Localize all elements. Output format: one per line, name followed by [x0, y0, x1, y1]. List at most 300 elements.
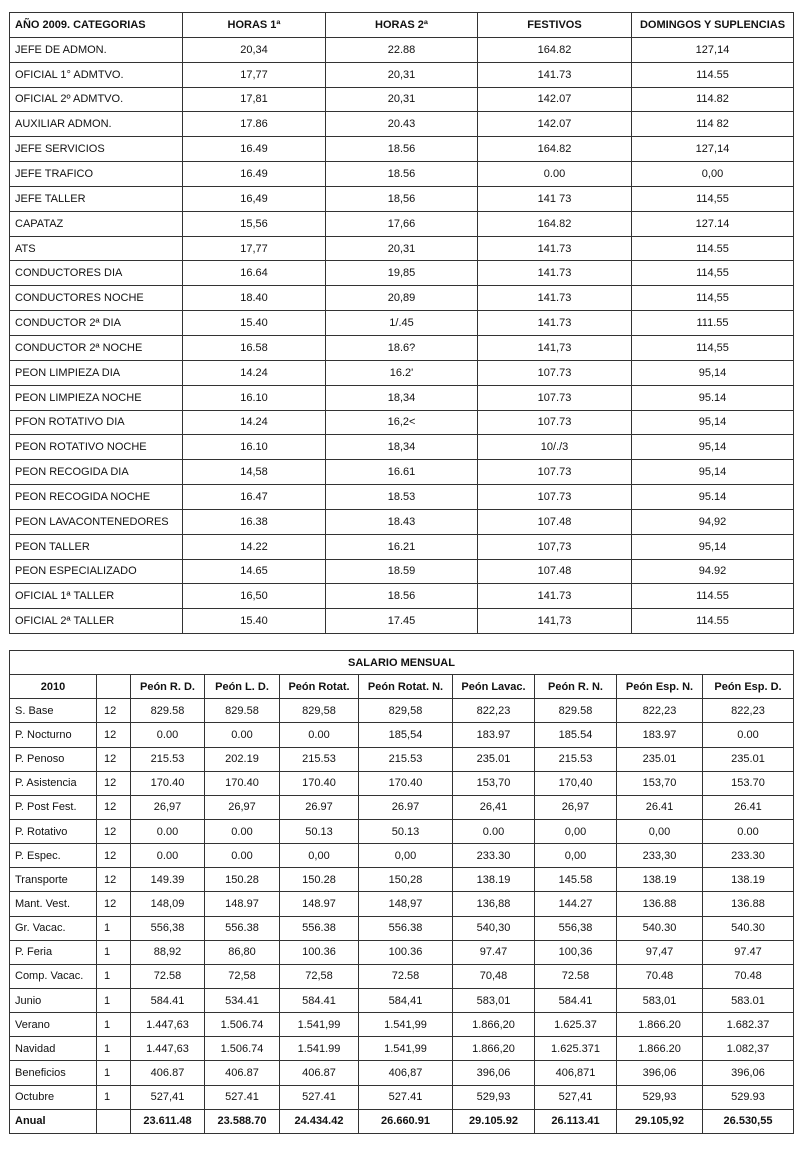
amount-cell: 170.40 — [131, 771, 205, 795]
rate-cell: 16.49 — [183, 137, 326, 162]
amount-cell: 170,40 — [535, 771, 617, 795]
amount-cell: 396,06 — [453, 1061, 535, 1085]
annual-total-row — [10, 1109, 794, 1133]
annual-total-cell: 29.105,92 — [617, 1109, 703, 1133]
category-cell: CONDUCTOR 2ª DIA — [10, 311, 183, 336]
amount-cell: 138.19 — [617, 868, 703, 892]
rate-cell: 114.55 — [632, 236, 794, 261]
amount-cell: 529.93 — [703, 1085, 794, 1109]
rate-cell: 16.64 — [183, 261, 326, 286]
amount-cell: 0,00 — [359, 844, 453, 868]
rate-cell: 164.82 — [478, 211, 632, 236]
rate-cell: 16,2< — [326, 410, 478, 435]
amount-cell: 534.41 — [205, 988, 280, 1012]
payments-cell: 12 — [97, 699, 131, 723]
amount-cell: 0,00 — [535, 844, 617, 868]
rate-cell: 127,14 — [632, 137, 794, 162]
rate-cell: 0.00 — [478, 162, 632, 187]
concept-cell: P. Penoso — [10, 747, 97, 771]
amount-cell: 72.58 — [359, 964, 453, 988]
amount-cell: 150.28 — [205, 868, 280, 892]
annual-total-cell: 26.530,55 — [703, 1109, 794, 1133]
rate-cell: 18,34 — [326, 385, 478, 410]
amount-cell: 527,41 — [535, 1085, 617, 1109]
amount-cell: 150,28 — [359, 868, 453, 892]
amount-cell: 527.41 — [280, 1085, 359, 1109]
amount-cell: 527,41 — [131, 1085, 205, 1109]
hourly-row — [10, 385, 794, 410]
hourly-header-cell: HORAS 2ª — [326, 13, 478, 38]
amount-cell: 215.53 — [359, 747, 453, 771]
payments-cell: 1 — [97, 1013, 131, 1037]
concept-cell: Verano — [10, 1013, 97, 1037]
amount-cell: 50.13 — [359, 819, 453, 843]
rate-cell: 16,49 — [183, 186, 326, 211]
hourly-row — [10, 559, 794, 584]
monthly-salary-table — [9, 650, 794, 1134]
salary-header-cell: Peón Esp. D. — [703, 675, 794, 699]
amount-cell: 88,92 — [131, 940, 205, 964]
category-cell: PEON LIMPIEZA DIA — [10, 360, 183, 385]
salary-header-cell: Peón L. D. — [205, 675, 280, 699]
amount-cell: 1.447,63 — [131, 1037, 205, 1061]
amount-cell: 183.97 — [617, 723, 703, 747]
amount-cell: 97.47 — [453, 940, 535, 964]
rate-cell: 114.82 — [632, 87, 794, 112]
rate-cell: 141.73 — [478, 286, 632, 311]
rate-cell: 16.47 — [183, 485, 326, 510]
amount-cell: 829.58 — [535, 699, 617, 723]
payments-cell: 1 — [97, 964, 131, 988]
salary-row — [10, 747, 794, 771]
amount-cell: 26.97 — [280, 795, 359, 819]
rate-cell: 114,55 — [632, 261, 794, 286]
amount-cell: 1.506.74 — [205, 1037, 280, 1061]
salary-row — [10, 988, 794, 1012]
amount-cell: 1.541,99 — [280, 1013, 359, 1037]
annual-total-cell: 23.611.48 — [131, 1109, 205, 1133]
amount-cell: 1.682.37 — [703, 1013, 794, 1037]
annual-total-cell: 24.434.42 — [280, 1109, 359, 1133]
concept-cell: P. Rotativo — [10, 819, 97, 843]
amount-cell: 1.866,20 — [453, 1037, 535, 1061]
category-cell: JEFE SERVICIOS — [10, 137, 183, 162]
rate-cell: 16.58 — [183, 335, 326, 360]
amount-cell: 583,01 — [453, 988, 535, 1012]
rate-cell: 15.40 — [183, 311, 326, 336]
payments-cell: 12 — [97, 868, 131, 892]
salary-header-cell: Peón Rotat. N. — [359, 675, 453, 699]
hourly-row — [10, 485, 794, 510]
amount-cell: 70,48 — [453, 964, 535, 988]
hourly-row — [10, 509, 794, 534]
amount-cell: 829.58 — [131, 699, 205, 723]
amount-cell: 138.19 — [703, 868, 794, 892]
concept-cell: Beneficios — [10, 1061, 97, 1085]
concept-cell: Gr. Vacac. — [10, 916, 97, 940]
amount-cell: 148.97 — [205, 892, 280, 916]
payments-cell: 1 — [97, 1061, 131, 1085]
rate-cell: 141.73 — [478, 584, 632, 609]
salary-header-cell: Peón Lavac. — [453, 675, 535, 699]
rate-cell: 20,31 — [326, 87, 478, 112]
amount-cell: 148.97 — [280, 892, 359, 916]
rate-cell: 141,73 — [478, 609, 632, 634]
hourly-header-row — [10, 13, 794, 38]
salary-title: SALARIO MENSUAL — [10, 651, 794, 675]
amount-cell: 1.866.20 — [617, 1013, 703, 1037]
hourly-row — [10, 609, 794, 634]
rate-cell: 18.56 — [326, 162, 478, 187]
amount-cell: 406.87 — [131, 1061, 205, 1085]
amount-cell: 540.30 — [703, 916, 794, 940]
amount-cell: 72,58 — [280, 964, 359, 988]
amount-cell: 136.88 — [703, 892, 794, 916]
amount-cell: 1.866.20 — [617, 1037, 703, 1061]
rate-cell: 18.43 — [326, 509, 478, 534]
salary-row — [10, 940, 794, 964]
amount-cell: 26.97 — [359, 795, 453, 819]
amount-cell: 148,09 — [131, 892, 205, 916]
rate-cell: 16.2' — [326, 360, 478, 385]
amount-cell: 70.48 — [617, 964, 703, 988]
rate-cell: 16.10 — [183, 435, 326, 460]
rate-cell: 17.86 — [183, 112, 326, 137]
rate-cell: 17,77 — [183, 62, 326, 87]
hourly-row — [10, 584, 794, 609]
amount-cell: 100.36 — [280, 940, 359, 964]
rate-cell: 14.24 — [183, 410, 326, 435]
salary-row — [10, 723, 794, 747]
amount-cell: 148,97 — [359, 892, 453, 916]
amount-cell: 829,58 — [359, 699, 453, 723]
rate-cell: 164.82 — [478, 137, 632, 162]
amount-cell: 233.30 — [453, 844, 535, 868]
amount-cell: 556.38 — [280, 916, 359, 940]
rate-cell: 17.45 — [326, 609, 478, 634]
amount-cell: 406,87 — [359, 1061, 453, 1085]
concept-cell: P. Feria — [10, 940, 97, 964]
salary-row — [10, 1061, 794, 1085]
hourly-row — [10, 261, 794, 286]
amount-cell: 72.58 — [535, 964, 617, 988]
rate-cell: 114,55 — [632, 286, 794, 311]
category-cell: CAPATAZ — [10, 211, 183, 236]
amount-cell: 556.38 — [359, 916, 453, 940]
amount-cell: 185.54 — [535, 723, 617, 747]
rate-cell: 95.14 — [632, 385, 794, 410]
amount-cell: 50.13 — [280, 819, 359, 843]
amount-cell: 0,00 — [617, 819, 703, 843]
payments-cell: 1 — [97, 1085, 131, 1109]
salary-header-cell: Peón R. D. — [131, 675, 205, 699]
hourly-header-cell: FESTIVOS — [478, 13, 632, 38]
amount-cell: 26.41 — [703, 795, 794, 819]
amount-cell: 829,58 — [280, 699, 359, 723]
amount-cell: 406.87 — [205, 1061, 280, 1085]
amount-cell: 0,00 — [280, 844, 359, 868]
payments-cell: 1 — [97, 1037, 131, 1061]
category-cell: PEON LIMPIEZA NOCHE — [10, 385, 183, 410]
amount-cell: 406,871 — [535, 1061, 617, 1085]
payments-cell: 1 — [97, 988, 131, 1012]
amount-cell: 556,38 — [535, 916, 617, 940]
rate-cell: 18,34 — [326, 435, 478, 460]
amount-cell: 1.625.37 — [535, 1013, 617, 1037]
rate-cell: 141.73 — [478, 62, 632, 87]
amount-cell: 584.41 — [131, 988, 205, 1012]
amount-cell: 235.01 — [617, 747, 703, 771]
amount-cell: 153,70 — [617, 771, 703, 795]
amount-cell: 396,06 — [703, 1061, 794, 1085]
concept-cell: P. Nocturno — [10, 723, 97, 747]
rate-cell: 15,56 — [183, 211, 326, 236]
amount-cell: 584.41 — [535, 988, 617, 1012]
salary-row — [10, 1085, 794, 1109]
amount-cell: 153.70 — [703, 771, 794, 795]
concept-cell: P. Asistencia — [10, 771, 97, 795]
rate-cell: 127.14 — [632, 211, 794, 236]
amount-cell: 1.506.74 — [205, 1013, 280, 1037]
hourly-header-cell: AÑO 2009. CATEGORIAS — [10, 13, 183, 38]
concept-cell: Octubre — [10, 1085, 97, 1109]
amount-cell: 556.38 — [205, 916, 280, 940]
rate-cell: 20.43 — [326, 112, 478, 137]
amount-cell: 0.00 — [703, 819, 794, 843]
amount-cell: 215.53 — [280, 747, 359, 771]
amount-cell: 396,06 — [617, 1061, 703, 1085]
amount-cell: 822,23 — [453, 699, 535, 723]
salary-header-cell: Peón R. N. — [535, 675, 617, 699]
salary-row — [10, 844, 794, 868]
category-cell: JEFE DE ADMON. — [10, 37, 183, 62]
category-cell: CONDUCTORES DIA — [10, 261, 183, 286]
hourly-row — [10, 410, 794, 435]
hourly-row — [10, 286, 794, 311]
concept-cell: S. Base — [10, 699, 97, 723]
amount-cell: 144.27 — [535, 892, 617, 916]
rate-cell: 0,00 — [632, 162, 794, 187]
rate-cell: 17,81 — [183, 87, 326, 112]
rate-cell: 114,55 — [632, 186, 794, 211]
amount-cell: 138.19 — [453, 868, 535, 892]
amount-cell: 540,30 — [453, 916, 535, 940]
payments-cell: 12 — [97, 892, 131, 916]
category-cell: JEFE TRAFICO — [10, 162, 183, 187]
amount-cell: 235.01 — [703, 747, 794, 771]
amount-cell: 0.00 — [280, 723, 359, 747]
amount-cell: 1.625.371 — [535, 1037, 617, 1061]
category-cell: ATS — [10, 236, 183, 261]
amount-cell: 1.866,20 — [453, 1013, 535, 1037]
rate-cell: 20,31 — [326, 62, 478, 87]
rate-cell: 14.65 — [183, 559, 326, 584]
amount-cell: 406.87 — [280, 1061, 359, 1085]
category-cell: CONDUCTORES NOCHE — [10, 286, 183, 311]
amount-cell: 0.00 — [205, 844, 280, 868]
salary-row — [10, 868, 794, 892]
rate-cell: 114 82 — [632, 112, 794, 137]
concept-cell: P. Espec. — [10, 844, 97, 868]
category-cell: OFICIAL 2º ADMTVO. — [10, 87, 183, 112]
rate-cell: 17,66 — [326, 211, 478, 236]
rate-cell: 14,58 — [183, 460, 326, 485]
rate-cell: 107.48 — [478, 559, 632, 584]
amount-cell: 0.00 — [453, 819, 535, 843]
hourly-row — [10, 236, 794, 261]
rate-cell: 114.55 — [632, 62, 794, 87]
amount-cell: 170.40 — [280, 771, 359, 795]
amount-cell: 233,30 — [617, 844, 703, 868]
amount-cell: 136.88 — [617, 892, 703, 916]
rate-cell: 114.55 — [632, 584, 794, 609]
rate-cell: 114.55 — [632, 609, 794, 634]
rate-cell: 107.73 — [478, 460, 632, 485]
amount-cell: 0.00 — [131, 844, 205, 868]
amount-cell: 529,93 — [453, 1085, 535, 1109]
rate-cell: 14.22 — [183, 534, 326, 559]
payments-cell: 12 — [97, 844, 131, 868]
rate-cell: 22.88 — [326, 37, 478, 62]
rate-cell: 16.10 — [183, 385, 326, 410]
payments-cell: 1 — [97, 940, 131, 964]
rate-cell: 95,14 — [632, 534, 794, 559]
rate-cell: 20,31 — [326, 236, 478, 261]
hourly-rates-body — [10, 13, 794, 634]
hourly-row — [10, 360, 794, 385]
salary-row — [10, 1037, 794, 1061]
amount-cell: 527.41 — [205, 1085, 280, 1109]
rate-cell: 107.73 — [478, 410, 632, 435]
rate-cell: 15.40 — [183, 609, 326, 634]
category-cell: PFON ROTATIVO DIA — [10, 410, 183, 435]
amount-cell: 202.19 — [205, 747, 280, 771]
salary-row — [10, 699, 794, 723]
amount-cell: 829.58 — [205, 699, 280, 723]
salary-row — [10, 1013, 794, 1037]
amount-cell: 215.53 — [131, 747, 205, 771]
payments-cell: 12 — [97, 771, 131, 795]
amount-cell: 0.00 — [703, 723, 794, 747]
annual-total-cell: 26.113.41 — [535, 1109, 617, 1133]
amount-cell: 584.41 — [280, 988, 359, 1012]
rate-cell: 14.24 — [183, 360, 326, 385]
amount-cell: 556,38 — [131, 916, 205, 940]
rate-cell: 107.73 — [478, 485, 632, 510]
amount-cell: 100.36 — [359, 940, 453, 964]
rate-cell: 19,85 — [326, 261, 478, 286]
rate-cell: 141 73 — [478, 186, 632, 211]
hourly-header-cell: DOMINGOS Y SUPLENCIAS — [632, 13, 794, 38]
category-cell: PEON TALLER — [10, 534, 183, 559]
amount-cell: 70.48 — [703, 964, 794, 988]
salary-title-row — [10, 651, 794, 675]
concept-cell: P. Post Fest. — [10, 795, 97, 819]
category-cell: OFICIAL 1ª TALLER — [10, 584, 183, 609]
amount-cell: 150.28 — [280, 868, 359, 892]
annual-total-cell: 26.660.91 — [359, 1109, 453, 1133]
amount-cell: 170.40 — [205, 771, 280, 795]
hourly-row — [10, 62, 794, 87]
hourly-row — [10, 137, 794, 162]
amount-cell: 145.58 — [535, 868, 617, 892]
rate-cell: 18.40 — [183, 286, 326, 311]
amount-cell: 583.01 — [703, 988, 794, 1012]
amount-cell: 1.541.99 — [280, 1037, 359, 1061]
payments-cell: 1 — [97, 916, 131, 940]
amount-cell: 584,41 — [359, 988, 453, 1012]
amount-cell: 0.00 — [131, 723, 205, 747]
rate-cell: 107.73 — [478, 385, 632, 410]
rate-cell: 18.56 — [326, 584, 478, 609]
amount-cell: 136,88 — [453, 892, 535, 916]
rate-cell: 18,56 — [326, 186, 478, 211]
rate-cell: 164.82 — [478, 37, 632, 62]
rate-cell: 95,14 — [632, 460, 794, 485]
amount-cell: 527.41 — [359, 1085, 453, 1109]
hourly-row — [10, 211, 794, 236]
salary-header-cell: Peón Esp. N. — [617, 675, 703, 699]
amount-cell: 822,23 — [703, 699, 794, 723]
concept-cell: Junio — [10, 988, 97, 1012]
salary-row — [10, 892, 794, 916]
rate-cell: 141,73 — [478, 335, 632, 360]
hourly-row — [10, 460, 794, 485]
concept-cell: Comp. Vacac. — [10, 964, 97, 988]
rate-cell: 107,73 — [478, 534, 632, 559]
salary-header-cell — [97, 675, 131, 699]
concept-cell: Mant. Vest. — [10, 892, 97, 916]
category-cell: PEON RECOGIDA NOCHE — [10, 485, 183, 510]
rate-cell: 20,34 — [183, 37, 326, 62]
rate-cell: 142.07 — [478, 112, 632, 137]
salary-header-cell: 2010 — [10, 675, 97, 699]
amount-cell: 1.541,99 — [359, 1037, 453, 1061]
rate-cell: 20,89 — [326, 286, 478, 311]
amount-cell: 72.58 — [131, 964, 205, 988]
category-cell: PEON LAVACONTENEDORES — [10, 509, 183, 534]
amount-cell: 26,97 — [535, 795, 617, 819]
rate-cell: 16,50 — [183, 584, 326, 609]
amount-cell: 540.30 — [617, 916, 703, 940]
category-cell: PEON ROTATIVO NOCHE — [10, 435, 183, 460]
amount-cell: 0.00 — [131, 819, 205, 843]
rate-cell: 95,14 — [632, 360, 794, 385]
rate-cell: 107.73 — [478, 360, 632, 385]
rate-cell: 10/./3 — [478, 435, 632, 460]
hourly-row — [10, 112, 794, 137]
salary-row — [10, 795, 794, 819]
rate-cell: 141.73 — [478, 261, 632, 286]
hourly-header-cell: HORAS 1ª — [183, 13, 326, 38]
amount-cell: 233.30 — [703, 844, 794, 868]
payments-cell: 12 — [97, 819, 131, 843]
amount-cell: 26,41 — [453, 795, 535, 819]
amount-cell: 1.541,99 — [359, 1013, 453, 1037]
rate-cell: 142.07 — [478, 87, 632, 112]
amount-cell: 215.53 — [535, 747, 617, 771]
amount-cell: 822,23 — [617, 699, 703, 723]
rate-cell: 107.48 — [478, 509, 632, 534]
rate-cell: 16.49 — [183, 162, 326, 187]
rate-cell: 94,92 — [632, 509, 794, 534]
rate-cell: 95.14 — [632, 485, 794, 510]
rate-cell: 114,55 — [632, 335, 794, 360]
amount-cell: 97,47 — [617, 940, 703, 964]
category-cell: PEON ESPECIALIZADO — [10, 559, 183, 584]
salary-header-cell: Peón Rotat. — [280, 675, 359, 699]
rate-cell: 95,14 — [632, 435, 794, 460]
